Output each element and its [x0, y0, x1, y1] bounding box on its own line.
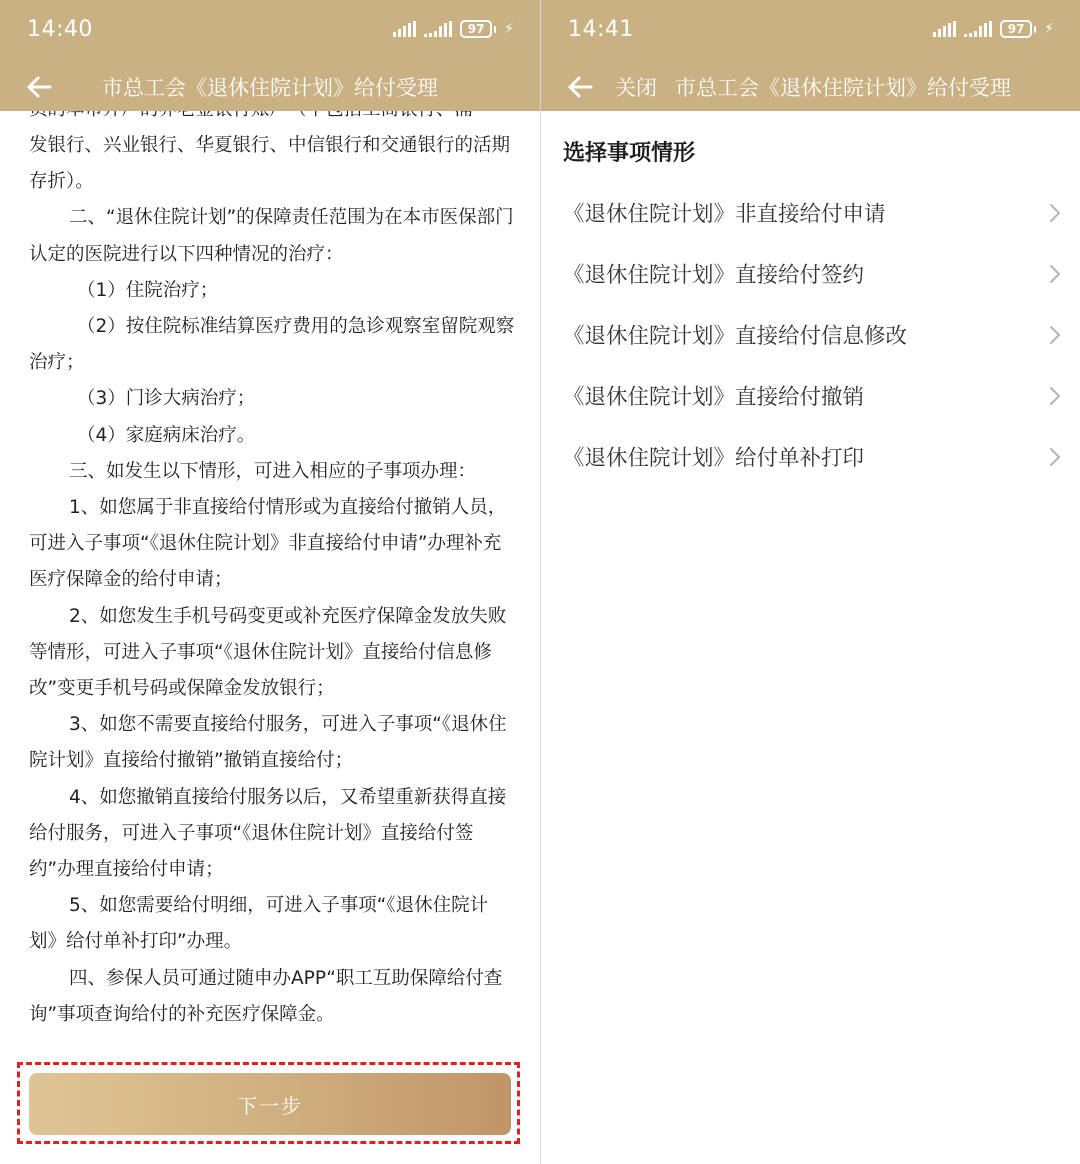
status-bar — [0, 0, 540, 62]
option-label: 《退休住院计划》直接给付信息修改 — [563, 324, 908, 349]
next-step-button[interactable]: 下一步 — [29, 1073, 511, 1135]
battery-icon — [460, 20, 496, 38]
doc-line-1: 发银行、兴业银行、华夏银行、中信银行和交通银行的活期存折）。 — [29, 135, 511, 193]
status-icons — [933, 20, 1054, 38]
option-label: 《退休住院计划》直接给付撤销 — [563, 385, 865, 410]
battery-level: 97 — [1000, 20, 1032, 38]
left-header — [0, 0, 540, 111]
status-time: 14:40 — [27, 17, 93, 42]
chevron-right-icon — [1048, 202, 1062, 224]
doc-line-8: 1、如您属于非直接给付情形或为直接给付撤销人员，可进入子事项“《退休住院计划》非直接给付申请”办理补充医疗保障金的给付申请； — [29, 497, 507, 591]
doc-line-2: 二、“退休住院计划”的保障责任范围为在本市医保部门认定的医院进行以下四种情况的治疗： — [29, 207, 514, 265]
option-item-non-direct-application[interactable] — [541, 182, 1080, 243]
doc-line-7: 三、如发生以下情形，可进入相应的子事项办理： — [69, 460, 477, 482]
option-label: 《退休住院计划》直接给付签约 — [563, 263, 865, 288]
status-time: 14:41 — [568, 17, 634, 42]
charging-bolt-icon: ⚡ — [504, 21, 514, 37]
close-button[interactable]: 关闭 — [615, 75, 657, 100]
doc-line-9: 2、如您发生手机号码变更或补充医疗保障金发放失败等情形，可进入子事项“《退休住院计划》直接给付信息修改”变更手机号码或保障金发放银行； — [29, 605, 507, 700]
option-item-reprint[interactable] — [541, 426, 1080, 487]
nav-bar — [541, 62, 1080, 111]
doc-line-4: （2）按住院标准结算医疗费用的急诊观察室留院观察治疗； — [29, 316, 515, 374]
doc-line-5: （3）门诊大病治疗； — [77, 388, 256, 410]
option-item-direct-info-modify[interactable] — [541, 304, 1080, 365]
option-label: 《退休住院计划》给付单补打印 — [563, 446, 865, 471]
back-arrow-icon[interactable] — [24, 72, 54, 102]
option-list — [541, 182, 1080, 487]
option-item-direct-revoke[interactable] — [541, 365, 1080, 426]
chevron-right-icon — [1048, 324, 1062, 346]
battery-icon — [1000, 20, 1036, 38]
back-arrow-icon[interactable] — [565, 72, 595, 102]
status-icons — [393, 20, 514, 38]
battery-level: 97 — [460, 20, 492, 38]
chevron-right-icon — [1048, 263, 1062, 285]
page-title: 市总工会《退休住院计划》给付受理 — [675, 75, 1011, 100]
section-title: 选择事项情形 — [563, 141, 696, 166]
option-label: 《退休住院计划》非直接给付申请 — [563, 202, 886, 227]
doc-line-13: 四、参保人员可通过随申办APP“职工互助保障给付查询”事项查询给付的补充医疗保障金。 — [29, 967, 503, 1025]
page-title: 市总工会《退休住院计划》给付受理 — [102, 75, 438, 100]
option-item-direct-signing[interactable] — [541, 243, 1080, 304]
doc-line-3: （1）住院治疗； — [77, 279, 219, 301]
nav-bar — [0, 62, 540, 111]
doc-line-11: 4、如您撤销直接给付服务以后，又希望重新获得直接给付服务，可进入子事项“《退休住院计划》直接给付签约”办理直接给付申请； — [29, 786, 507, 881]
right-header — [541, 0, 1080, 111]
signal-icon — [424, 21, 452, 37]
doc-line-12: 5、如您需要给付明细，可进入子事项“《退休住院计划》给付单补打印”办理。 — [29, 895, 489, 953]
signal-icon — [933, 21, 956, 37]
status-bar — [541, 0, 1080, 62]
signal-icon — [393, 21, 416, 37]
doc-line-10: 3、如您不需要直接给付服务，可进入子事项“《退休住院计划》直接给付撤销”撤销直接给付； — [29, 714, 507, 772]
signal-icon — [964, 21, 992, 37]
chevron-right-icon — [1048, 385, 1062, 407]
chevron-right-icon — [1048, 446, 1062, 468]
doc-line-6: （4）家庭病床治疗。 — [77, 424, 256, 446]
charging-bolt-icon: ⚡ — [1044, 21, 1054, 37]
right-screen — [541, 0, 1080, 1164]
notice-document — [29, 92, 515, 1033]
